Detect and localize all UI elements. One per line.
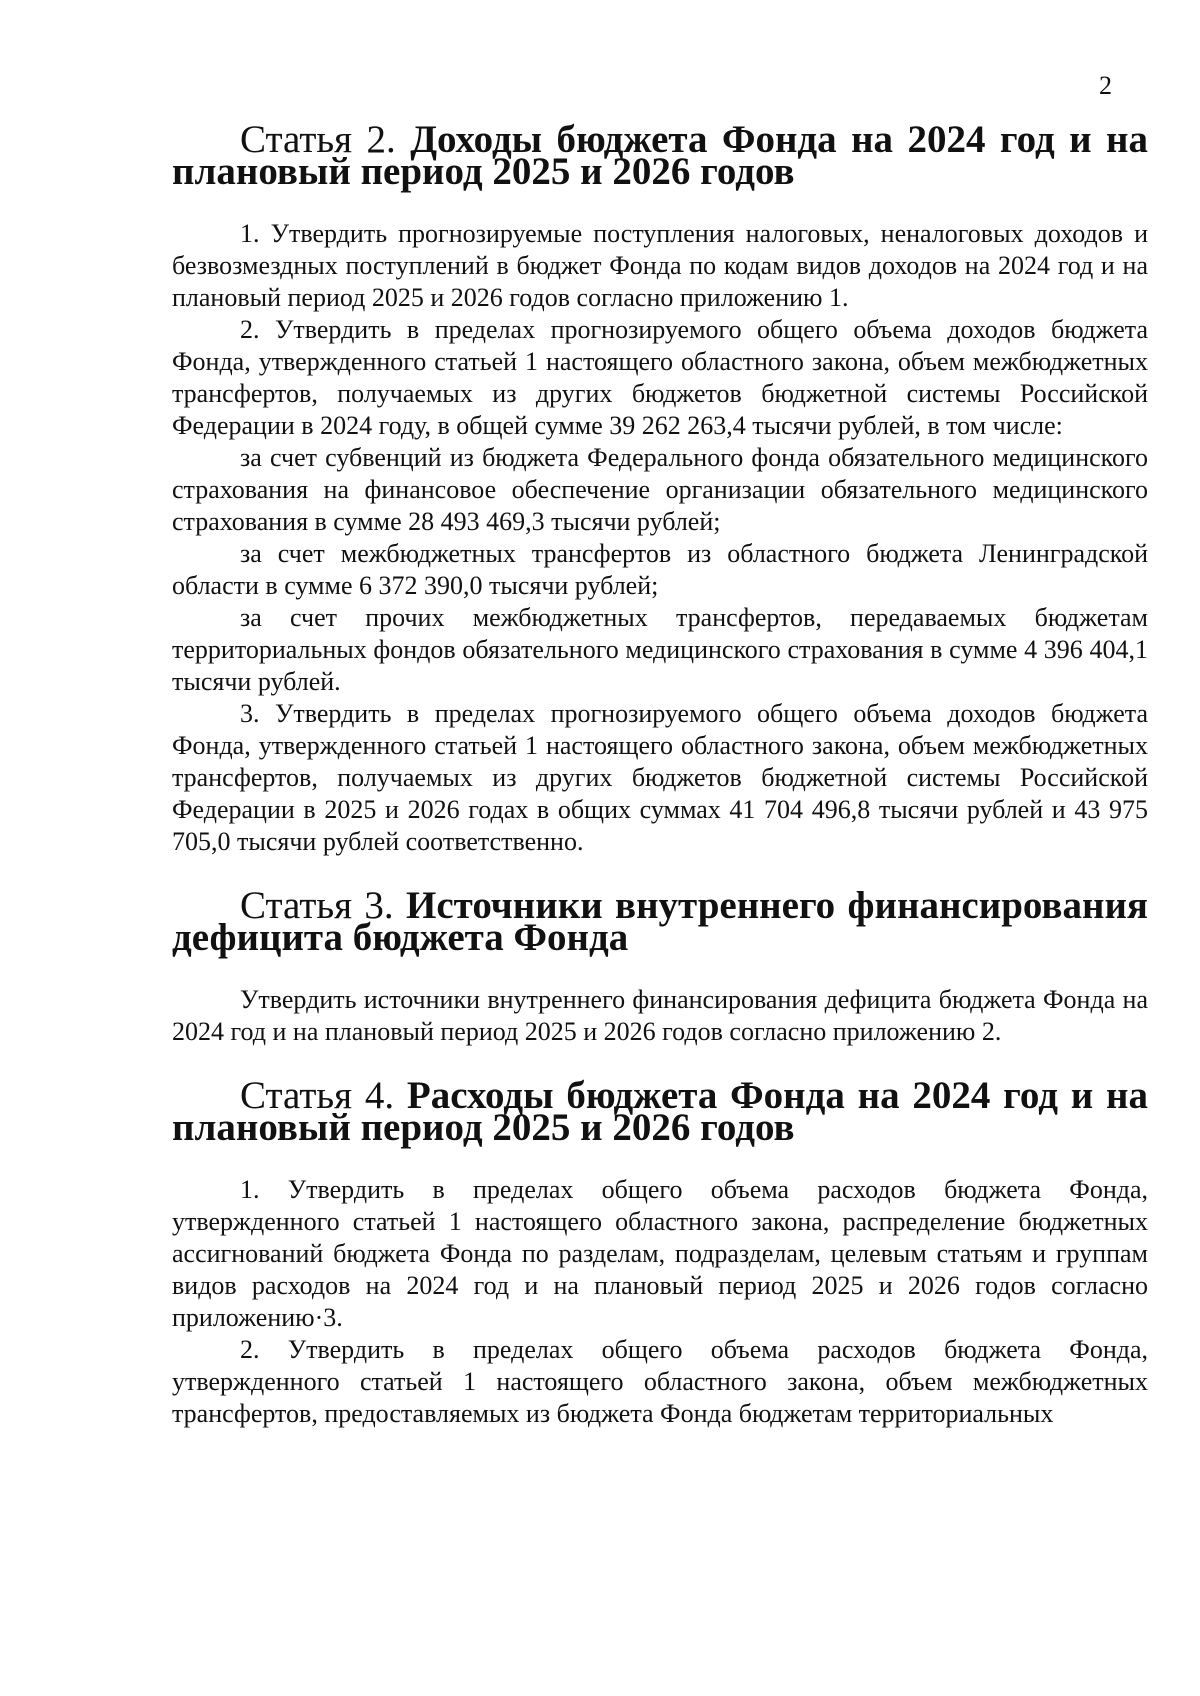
- article-4-paragraph-2: 2. Утвердить в пределах общего объема расходов бюджета Фонда, утвержденного статьей 1 настоящего областного закона, объем межбюджетных трансфертов, предоставляемых из бюджета Фонда бюджетам территориальных: [172, 1335, 1148, 1428]
- article-3-paragraph-1: Утвердить источники внутреннего финансирования дефицита бюджета Фонда на 2024 год и на плановый период 2025 и 2026 годов согласно приложению 2.: [172, 985, 1148, 1046]
- article-2-paragraph-1: 1. Утвердить прогнозируемые поступления налоговых, неналоговых доходов и безвозмездных поступлений в бюджет Фонда по кодам видов доходов на 2024 год и на плановый период 2025 и 2026 годов согласно приложению 1.: [172, 219, 1148, 312]
- article-2-paragraph-5: за счет прочих межбюджетных трансфертов, передаваемых бюджетам территориальных фондов обязательного медицинского страхования в сумме 4 396 404,1 тысячи рублей.: [172, 603, 1148, 696]
- article-3-body: [172, 984, 1148, 1048]
- article-3-heading: [172, 884, 1149, 959]
- article-4-title: Расходы бюджета Фонда на 2024 год и на плановый период 2025 и 2026 годов: [172, 1074, 1149, 1149]
- document-body: [172, 118, 1149, 1430]
- article-2-heading: [172, 118, 1148, 193]
- article-2-paragraph-2: 2. Утвердить в пределах прогнозируемого общего объема доходов бюджета Фонда, утвержденного статьей 1 настоящего областного закона, объем межбюджетных трансфертов, получаемых из других бюджетов бюджетной системы Российской Федерации в 2024 году, в общей сумме 39 262 263,4 тысячи рублей, в том числе:: [172, 315, 1148, 440]
- article-2-paragraph-3: за счет субвенций из бюджета Федерального фонда обязательного медицинского страхования на финансовое обеспечение организации обязательного медицинского страхования в сумме 28 493 469,3 тысячи рублей;: [172, 443, 1148, 536]
- article-4-body: [172, 1174, 1148, 1430]
- article-4-paragraph-1: 1. Утвердить в пределах общего объема расходов бюджета Фонда, утвержденного статьей 1 настоящего областного закона, распределение бюджетных ассигнований бюджета Фонда по разделам, подразделам, целевым статьям и группам видов расходов на 2024 год и на плановый период 2025 и 2026 годов согласно приложению·3.: [172, 1175, 1148, 1332]
- article-4-label: Статья 4.: [240, 1074, 395, 1117]
- article-2-paragraph-6: 3. Утвердить в пределах прогнозируемого общего объема доходов бюджета Фонда, утвержденного статьей 1 настоящего областного закона, объем межбюджетных трансфертов, получаемых из других бюджетов бюджетной системы Российской Федерации в 2025 и 2026 годах в общих суммах 41 704 496,8 тысячи рублей и 43 975 705,0 тысячи рублей соответственно.: [172, 699, 1148, 856]
- article-3-title: Источники внутреннего финансирования дефицита бюджета Фонда: [172, 884, 1149, 959]
- article-3-label: Статья 3.: [240, 884, 394, 927]
- article-2-label: Статья 2.: [240, 118, 396, 161]
- article-2-title: Доходы бюджета Фонда на 2024 год и на плановый период 2025 и 2026 годов: [172, 118, 1148, 193]
- article-2-paragraph-4: за счет межбюджетных трансфертов из областного бюджета Ленинградской области в сумме 6 372 390,0 тысячи рублей;: [172, 539, 1148, 600]
- article-2-body: [172, 218, 1148, 858]
- page-number: 2: [1099, 71, 1112, 100]
- article-4-heading: [172, 1074, 1149, 1149]
